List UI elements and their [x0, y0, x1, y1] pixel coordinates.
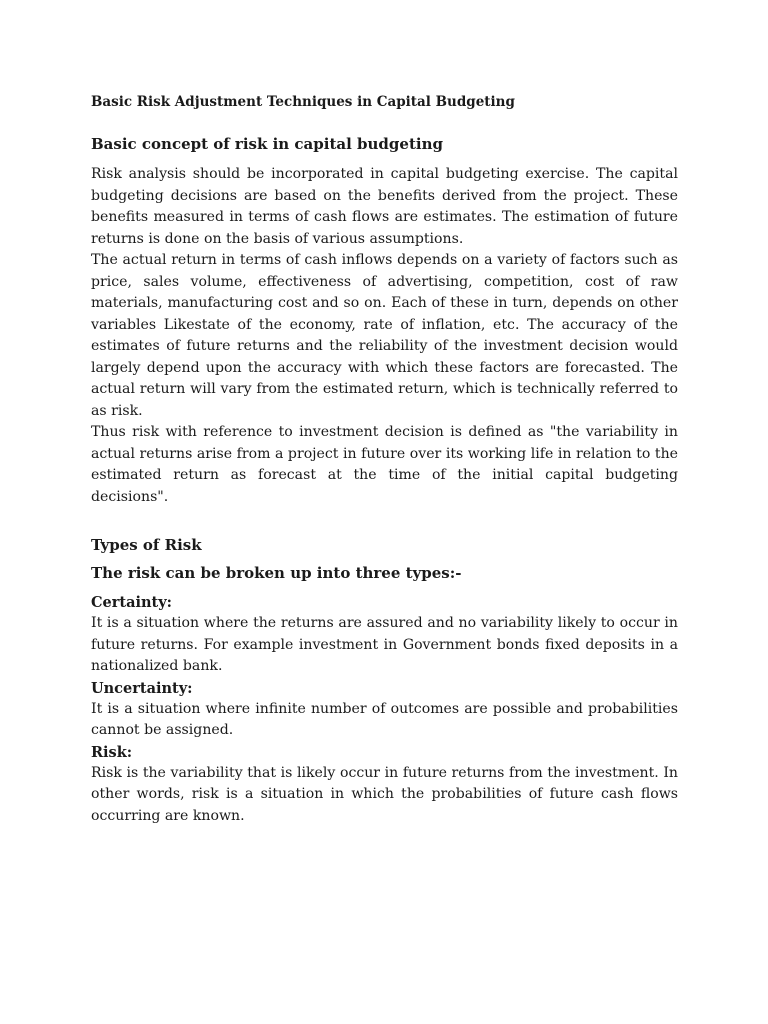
paragraph: Thus risk with reference to investment decision is defined as "the variability in actual returns arise from a project in future over its working life in relation to the estimated return as forecast at the time of the initial capital budgeting decisions". [91, 424, 678, 505]
risk-type-uncertainty [91, 678, 678, 742]
section-heading: Basic concept of risk in capital budgeting [91, 135, 443, 153]
risk-type-term: Risk: [91, 743, 133, 761]
types-intro: The risk can be broken up into three types:- [91, 564, 462, 582]
types-heading: Types of Risk [91, 536, 202, 554]
paragraph: The actual return in terms of cash inflows depends on a variety of factors such as price, sales volume, effectiveness of advertising, competition, cost of raw materials, manufacturing cost and so on. Each of these in turn, depends on other variables Likestate of the economy, rate of inflation, etc. The accuracy of the estimates of future returns and the reliability of the investment decision would largely depend upon the accuracy with which these factors are forecasted. The actual return will vary from the estimated return, which is technically referred to as risk. [91, 252, 678, 419]
risk-type-term: Uncertainty: [91, 679, 193, 697]
document-body [91, 93, 678, 827]
document-title: Basic Risk Adjustment Techniques in Capital Budgeting [91, 94, 515, 110]
risk-type-description: It is a situation where the returns are assured and no variability likely to occur in future returns. For example investment in Government bonds fixed deposits in a nationalized bank. [91, 615, 678, 674]
paragraph: Risk analysis should be incorporated in capital budgeting exercise. The capital budgeting decisions are based on the benefits derived from the project. These benefits measured in terms of cash flows are estimates. The estimation of future returns is done on the basis of various assumptions. [91, 166, 678, 247]
risk-type-risk [91, 742, 678, 828]
risk-type-certainty [91, 592, 678, 678]
risk-type-description: It is a situation where infinite number of outcomes are possible and probabilities cannot be assigned. [91, 700, 678, 738]
risk-type-term: Certainty: [91, 594, 173, 611]
risk-type-description: Risk is the variability that is likely occur in future returns from the investment. In other words, risk is a situation in which the probabilities of future cash flows occurring are known. [91, 764, 678, 824]
